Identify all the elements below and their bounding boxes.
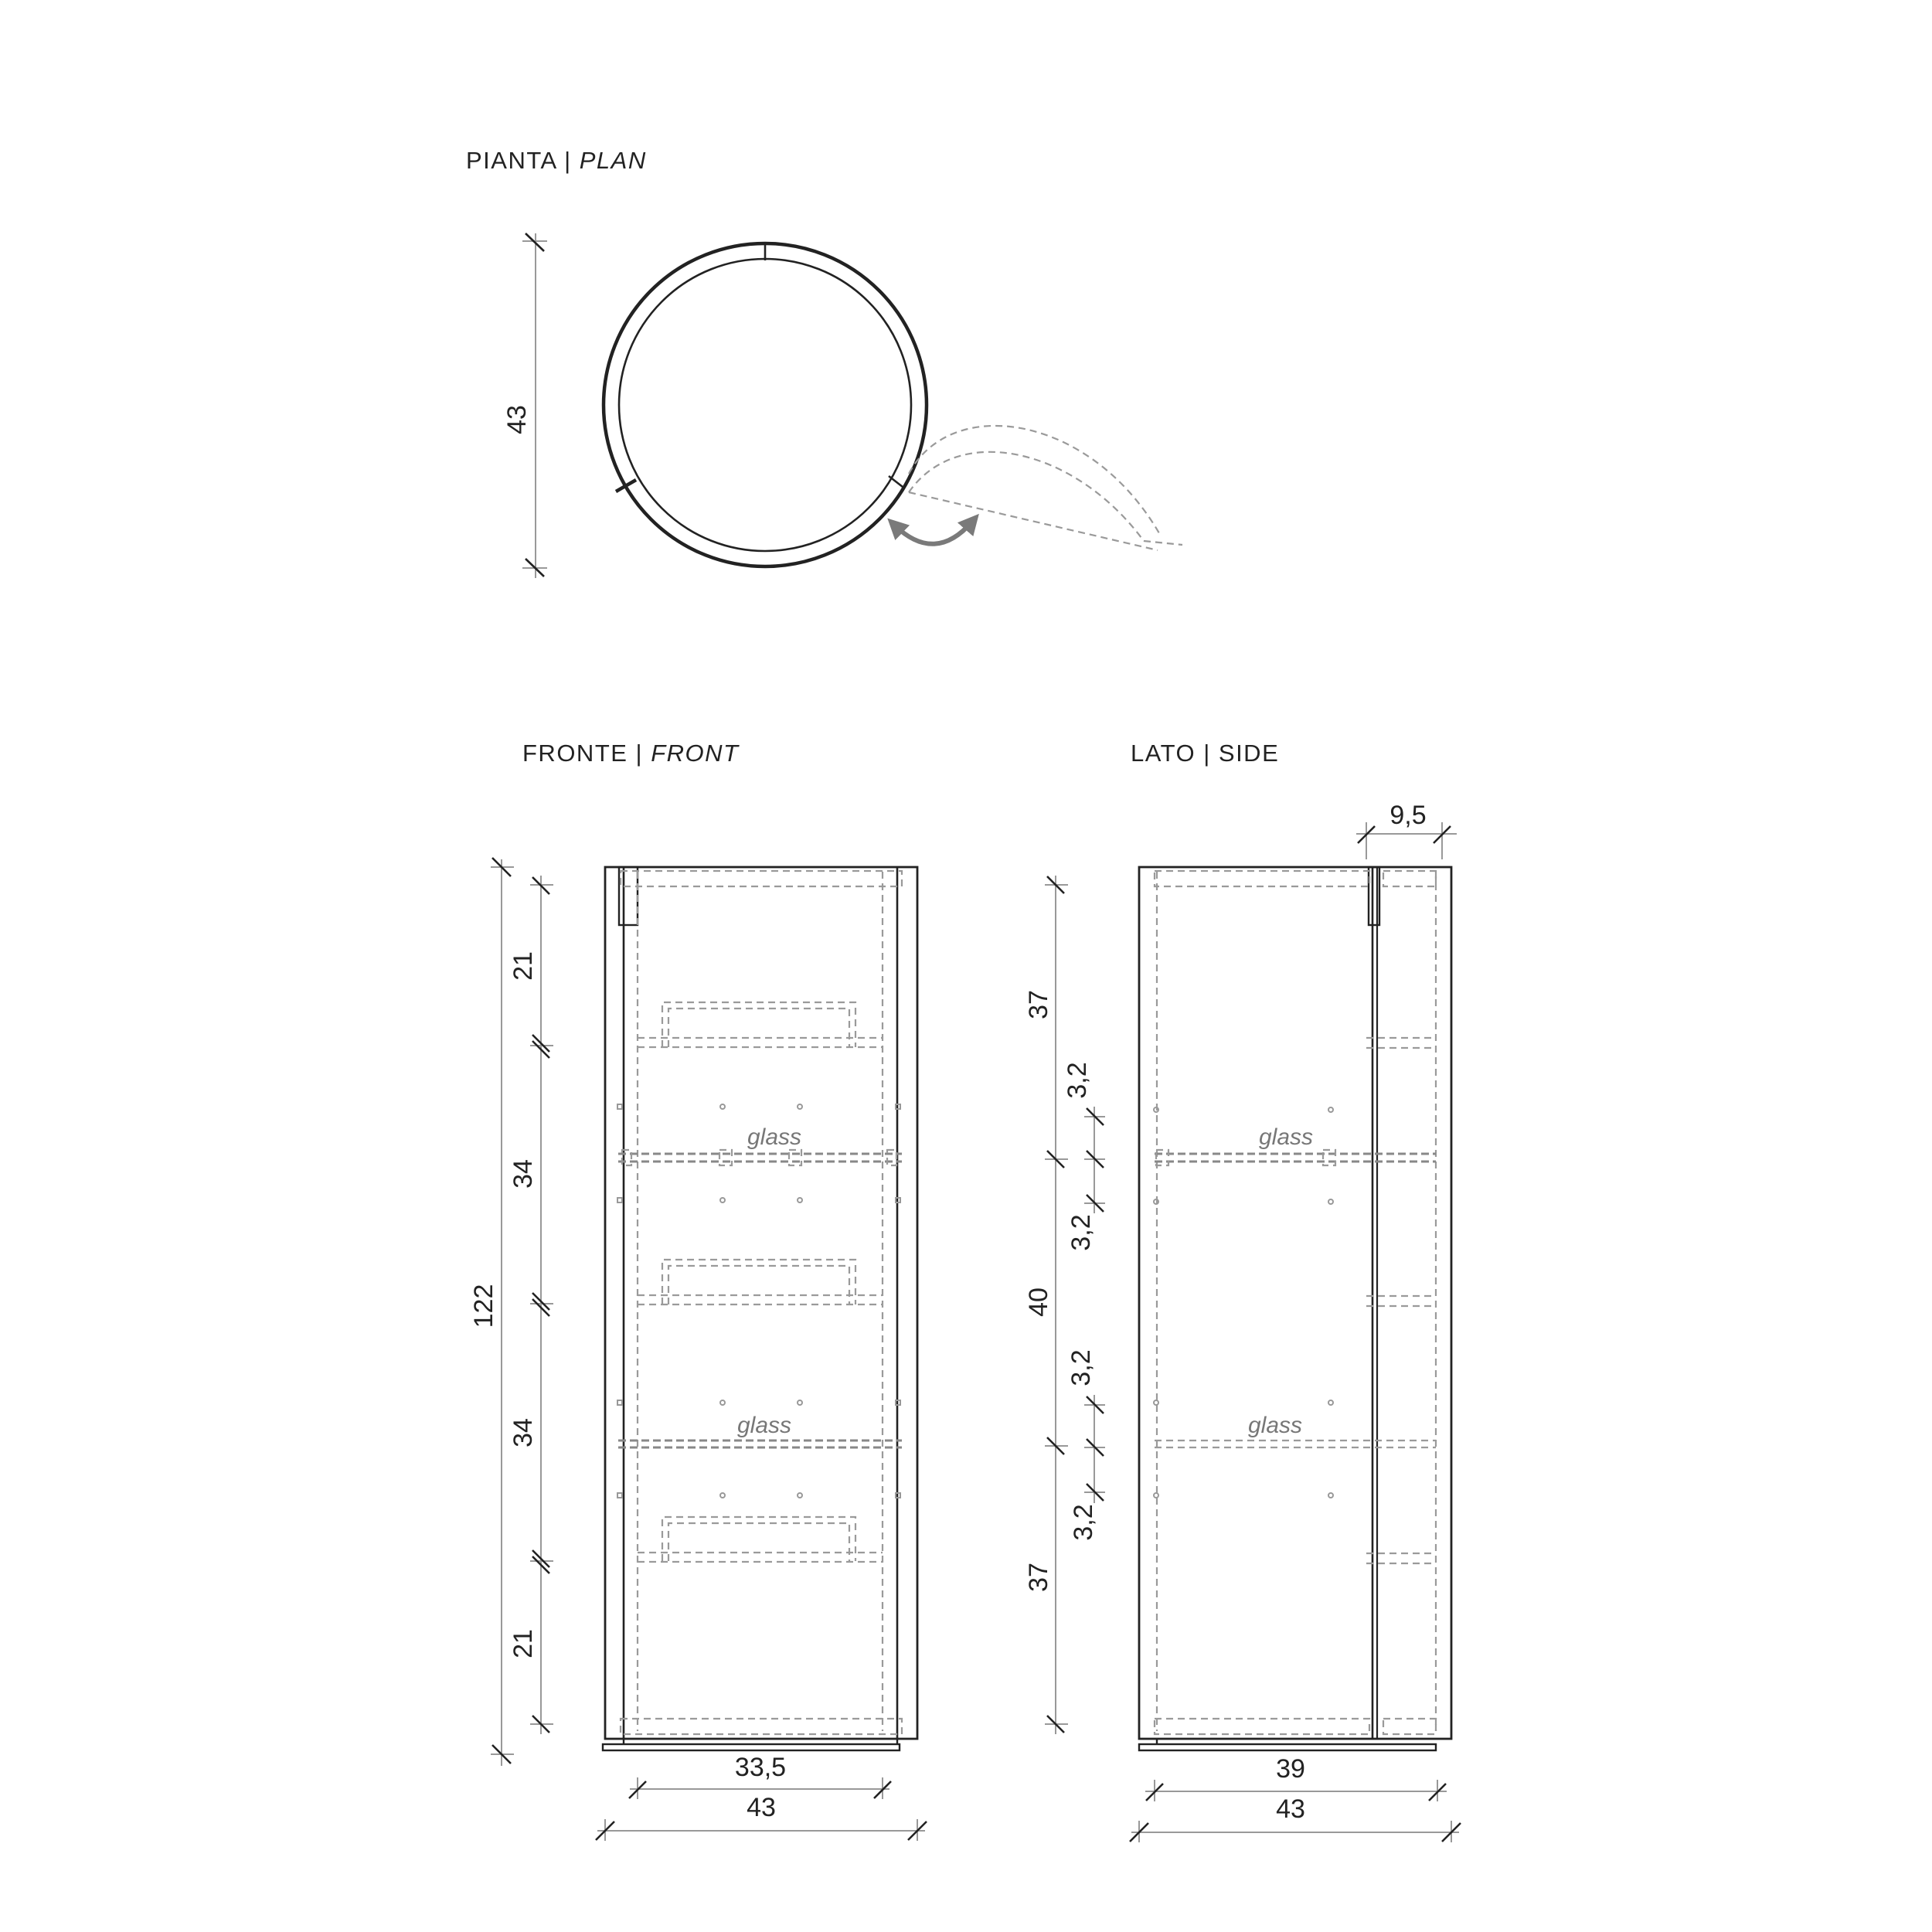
side-segment-1: 37 bbox=[1024, 990, 1053, 1019]
plan-view bbox=[502, 233, 1182, 578]
front-title: FRONTE | FRONT bbox=[522, 740, 740, 767]
side-gap-4: 3,2 bbox=[1069, 1504, 1098, 1541]
side-inner-width: 39 bbox=[1276, 1754, 1305, 1784]
side-outer-width: 43 bbox=[1276, 1794, 1305, 1824]
side-glass-label-1: glass bbox=[1258, 1124, 1314, 1150]
front-inner-width: 33,5 bbox=[734, 1753, 787, 1782]
side-gap-3: 3,2 bbox=[1066, 1349, 1096, 1386]
plan-title: PIANTA | PLAN bbox=[466, 147, 647, 174]
side-segment-2: 40 bbox=[1024, 1287, 1053, 1317]
plan-depth-label: 43 bbox=[502, 405, 532, 434]
side-view bbox=[1024, 801, 1461, 1842]
side-title: LATO | SIDE bbox=[1131, 740, 1280, 767]
side-gap-2: 3,2 bbox=[1066, 1214, 1096, 1251]
side-glass-label-2: glass bbox=[1247, 1413, 1303, 1438]
front-view bbox=[469, 858, 927, 1841]
front-height-label: 122 bbox=[469, 1284, 498, 1328]
front-glass-label-2: glass bbox=[736, 1413, 792, 1438]
front-segment-4: 21 bbox=[509, 1629, 538, 1658]
front-segment-3: 34 bbox=[509, 1418, 538, 1447]
side-top-width: 9,5 bbox=[1389, 801, 1427, 830]
front-segment-2: 34 bbox=[509, 1159, 538, 1189]
side-segment-3: 37 bbox=[1024, 1563, 1053, 1592]
front-segment-1: 21 bbox=[509, 951, 538, 981]
front-glass-label-1: glass bbox=[747, 1124, 802, 1150]
front-outer-width: 43 bbox=[747, 1793, 776, 1822]
side-gap-1: 3,2 bbox=[1063, 1062, 1092, 1099]
